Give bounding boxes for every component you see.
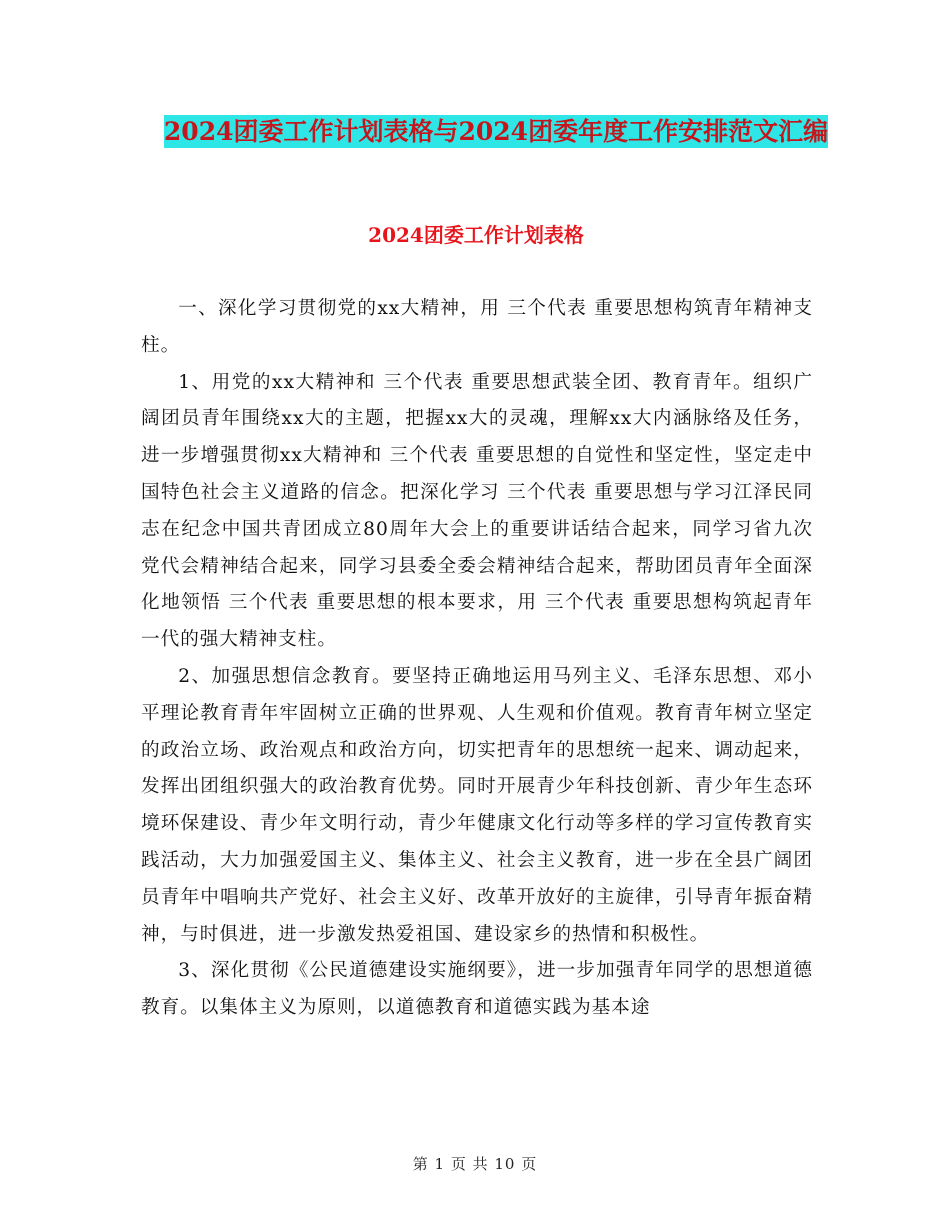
paragraph: 1、用党的xx大精神和 三个代表 重要思想武装全团、教育青年。组织广阔团员青年围绕xx大的主题，把握xx大的灵魂，理解xx大内涵脉络及任务，进一步增强贯彻xx大精神和 三个代表 重要思想的自觉性和坚定性，坚定走中国特色社会主义道路的信念。把深化学习 三个代表 重要思想与学习江泽民同志在纪念中国共青团成立80周年大会上的重要讲话结合起来，同学习省九次党代会精神结合起来，同学习县委全委会精神结合起来，帮助团员青年全面深化地领悟 三个代表 重要思想的根本要求，用 三个代表 重要思想构筑起青年一代的强大精神支柱。 [141, 371, 813, 651]
document-title [140, 110, 852, 154]
section-title: 2024团委工作计划表格 [368, 223, 584, 247]
paragraph: 2、加强思想信念教育。要坚持正确地运用马列主义、毛泽东思想、邓小平理论教育青年牢固树立正确的世界观、人生观和价值观。教育青年树立坚定的政治立场、政治观点和政治方向，切实把青年的思想统一起来、调动起来，发挥出团组织强大的政治教育优势。同时开展青少年科技创新、青少年生态环境环保建设、青少年文明行动，青少年健康文化行动等多样的学习宣传教育实践活动，大力加强爱国主义、集体主义、社会主义教育，进一步在全县广阔团员青年中唱响共产党好、社会主义好、改革开放好的主旋律，引导青年振奋精神，与时俱进，进一步激发热爱祖国、建设家乡的热情和积极性。 [141, 665, 813, 945]
paragraph: 一、深化学习贯彻党的xx大精神，用 三个代表 重要思想构筑青年精神支柱。 [141, 298, 813, 356]
document-title-text: 2024团委工作计划表格与2024团委年度工作安排范文汇编 [163, 117, 829, 146]
page-footer: 第 1 页 共 10 页 [412, 1155, 538, 1173]
document-body [141, 291, 813, 1027]
paragraph: 3、深化贯彻《公民道德建设实施纲要》，进一步加强青年同学的思想道德教育。以集体主义为原则，以道德教育和道德实践为基本途 [141, 960, 813, 1019]
